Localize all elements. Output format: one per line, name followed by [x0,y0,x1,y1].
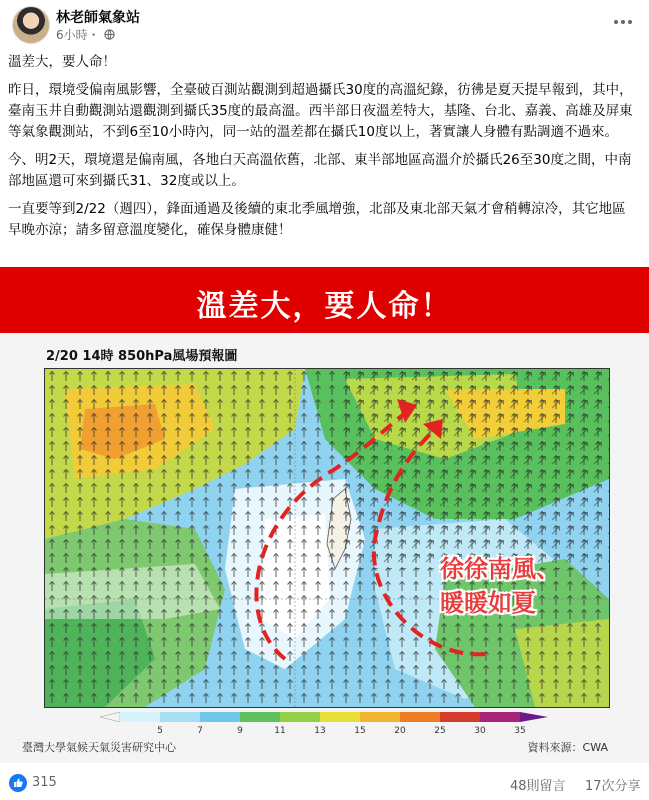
author-name[interactable]: 林老師氣象站 [56,10,140,26]
more-options-icon[interactable] [611,12,635,32]
post-paragraph: 昨日，環境受偏南風影響，全臺破百測站觀測到超過攝氏30度的高溫紀錄，彷彿是夏天提早報到，其中，臺南玉井自動觀測站還觀測到攝氏35度的最高溫。西半部日夜溫差特大，基隆、台北、嘉義、高雄及屏東等氣象觀測站，不到6至10小時內，同一站的溫差都在攝氏10度以上，著實讓人身體有點調適不過來。 [8,82,633,140]
map-annotation [440,552,560,620]
annotation-line-1: 徐徐南風、 [440,555,560,583]
post-header [0,0,649,50]
colorbar-tick: 7 [197,726,203,736]
post-paragraph: 今、明2天，環境還是偏南風，各地白天高溫依舊，北部、東半部地區高溫介於攝氏26至30度之間，中南部地區還可來到攝氏31、32度或以上。 [8,152,632,189]
data-source: 資料來源：CWA [527,741,608,754]
post-paragraph: 一直要等到2/22（週四），鋒面通過及後續的東北季風增強，北部及東北部天氣才會稍轉涼冷，其它地區早晚亦涼；請多留意溫度變化，確保身體康健！ [8,201,626,238]
post-paragraph: 溫差大，要人命！ [8,54,116,70]
image-banner [0,267,649,333]
colorbar-tick: 11 [274,726,286,736]
post-text [8,52,638,248]
wind-field-map [44,368,610,708]
colorbar-tick: 5 [157,726,163,736]
banner-title: 溫差大，要人命！ [196,289,453,324]
share-count[interactable]: 17次分享 [585,779,641,794]
colorbar-tick: 20 [394,726,406,736]
colorbar-tick: 13 [314,726,326,736]
credit-left: 臺灣大學氣候天氣災害研究中心 [22,741,176,754]
like-reaction-icon[interactable] [9,774,27,792]
post-meta [56,26,115,43]
comment-count[interactable]: 48則留言 [510,779,566,794]
colorbar-tick: 9 [237,726,243,736]
colorbar-tick: 25 [434,726,446,736]
colorbar-labels [100,726,548,738]
colorbar-tick: 30 [474,726,486,736]
post-time[interactable]: 6小時・ [56,28,100,42]
wind-map-graphic [45,369,609,707]
like-count[interactable]: 315 [32,775,57,790]
colorbar-tick: 15 [354,726,366,736]
globe-icon [104,29,115,40]
wind-speed-colorbar [100,712,548,722]
post-footer [0,765,649,800]
author-avatar[interactable] [12,6,50,44]
map-title: 2/20 14時 850hPa風場預報圖 [46,349,238,364]
colorbar-tick: 35 [514,726,526,736]
annotation-line-2: 暖暖如夏 [440,589,536,617]
